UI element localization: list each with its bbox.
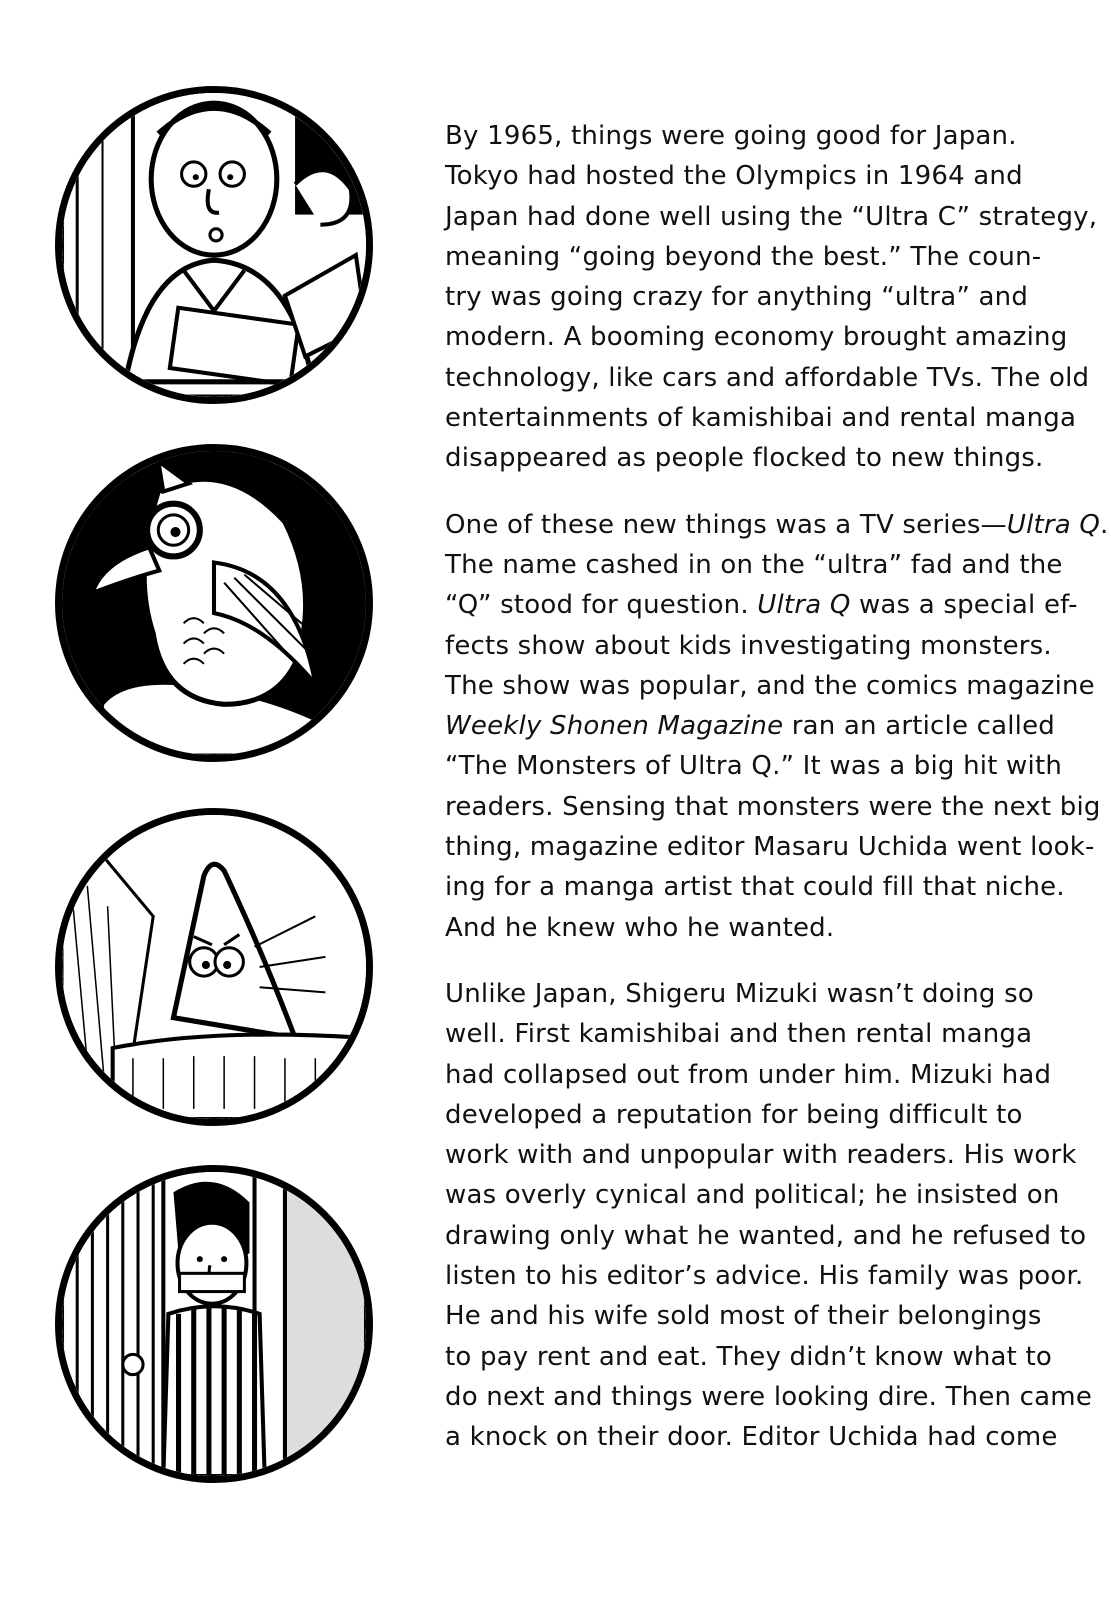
text-line: Japan had done well using the “Ultra C” strategy, xyxy=(445,201,1098,232)
paragraph-3 xyxy=(445,974,1093,1458)
text-line: Tokyo had hosted the Olympics in 1964 and xyxy=(445,161,1023,192)
text-line: fects show about kids investigating monsters. xyxy=(445,630,1052,661)
text-line: disappeared as people flocked to new things. xyxy=(445,443,1044,474)
text-line: try was going crazy for anything “ultra” and xyxy=(445,282,1029,313)
text-line: thing, magazine editor Masaru Uchida went look- xyxy=(445,832,1095,863)
title-weekly-shonen-magazine: Weekly Shonen Magazine xyxy=(445,711,784,742)
illustration-man-at-door xyxy=(55,1165,373,1483)
text-line: meaning “going beyond the best.” The coun- xyxy=(445,241,1042,272)
text-line: a knock on their door. Editor Uchida had come xyxy=(445,1422,1058,1453)
title-ultra-q: Ultra Q xyxy=(1006,509,1101,540)
text-segment: “Q” stood for question. xyxy=(445,590,758,621)
body-text xyxy=(445,116,1109,1484)
text-line: to pay rent and eat. They didn’t know what to xyxy=(445,1341,1052,1372)
text-line: ing for a manga artist that could fill that niche. xyxy=(445,872,1065,903)
text-line: entertainments of kamishibai and rental manga xyxy=(445,403,1077,434)
text-line: drawing only what he wanted, and he refused to xyxy=(445,1220,1087,1251)
text-segment: was a special ef- xyxy=(850,590,1078,621)
text-line: work with and unpopular with readers. His work xyxy=(445,1140,1077,1171)
text-line: The show was popular, and the comics magazine xyxy=(445,670,1095,701)
text-line xyxy=(445,585,1078,625)
text-line: By 1965, things were going good for Japan. xyxy=(445,121,1017,151)
text-line: had collapsed out from under him. Mizuki had xyxy=(445,1059,1052,1090)
text-line: Unlike Japan, Shigeru Mizuki wasn’t doing so xyxy=(445,978,1034,1009)
paragraph-1 xyxy=(445,116,1098,479)
paragraph-2 xyxy=(445,505,1109,948)
text-line: readers. Sensing that monsters were the next big xyxy=(445,791,1101,822)
illustration-ghost-figure xyxy=(55,808,373,1126)
text-line: developed a reputation for being difficult to xyxy=(445,1099,1023,1130)
text-line: do next and things were looking dire. Then came xyxy=(445,1381,1093,1412)
text-line: He and his wife sold most of their belongings xyxy=(445,1301,1042,1332)
text-line: well. First kamishibai and then rental manga xyxy=(445,1019,1033,1050)
text-line: was overly cynical and political; he insisted on xyxy=(445,1180,1060,1211)
illustration-owl-creature xyxy=(55,444,373,762)
text-line: technology, like cars and affordable TVs. The old xyxy=(445,362,1090,393)
text-line: modern. A booming economy brought amazing xyxy=(445,322,1068,353)
text-line: listen to his editor’s advice. His family was poor. xyxy=(445,1261,1084,1292)
text-line xyxy=(445,505,1109,545)
text-line: The name cashed in on the “ultra” fad and the xyxy=(445,549,1063,580)
illustration-man-reading xyxy=(55,86,373,404)
text-line: “The Monsters of Ultra Q.” It was a big hit with xyxy=(445,751,1063,782)
text-segment: ran an article called xyxy=(783,711,1055,742)
text-line: And he knew who he wanted. xyxy=(445,912,835,943)
text-line xyxy=(445,706,1055,746)
text-segment: . xyxy=(1100,509,1109,540)
title-ultra-q: Ultra Q xyxy=(757,590,851,621)
text-segment: One of these new things was a TV series— xyxy=(445,509,1007,540)
